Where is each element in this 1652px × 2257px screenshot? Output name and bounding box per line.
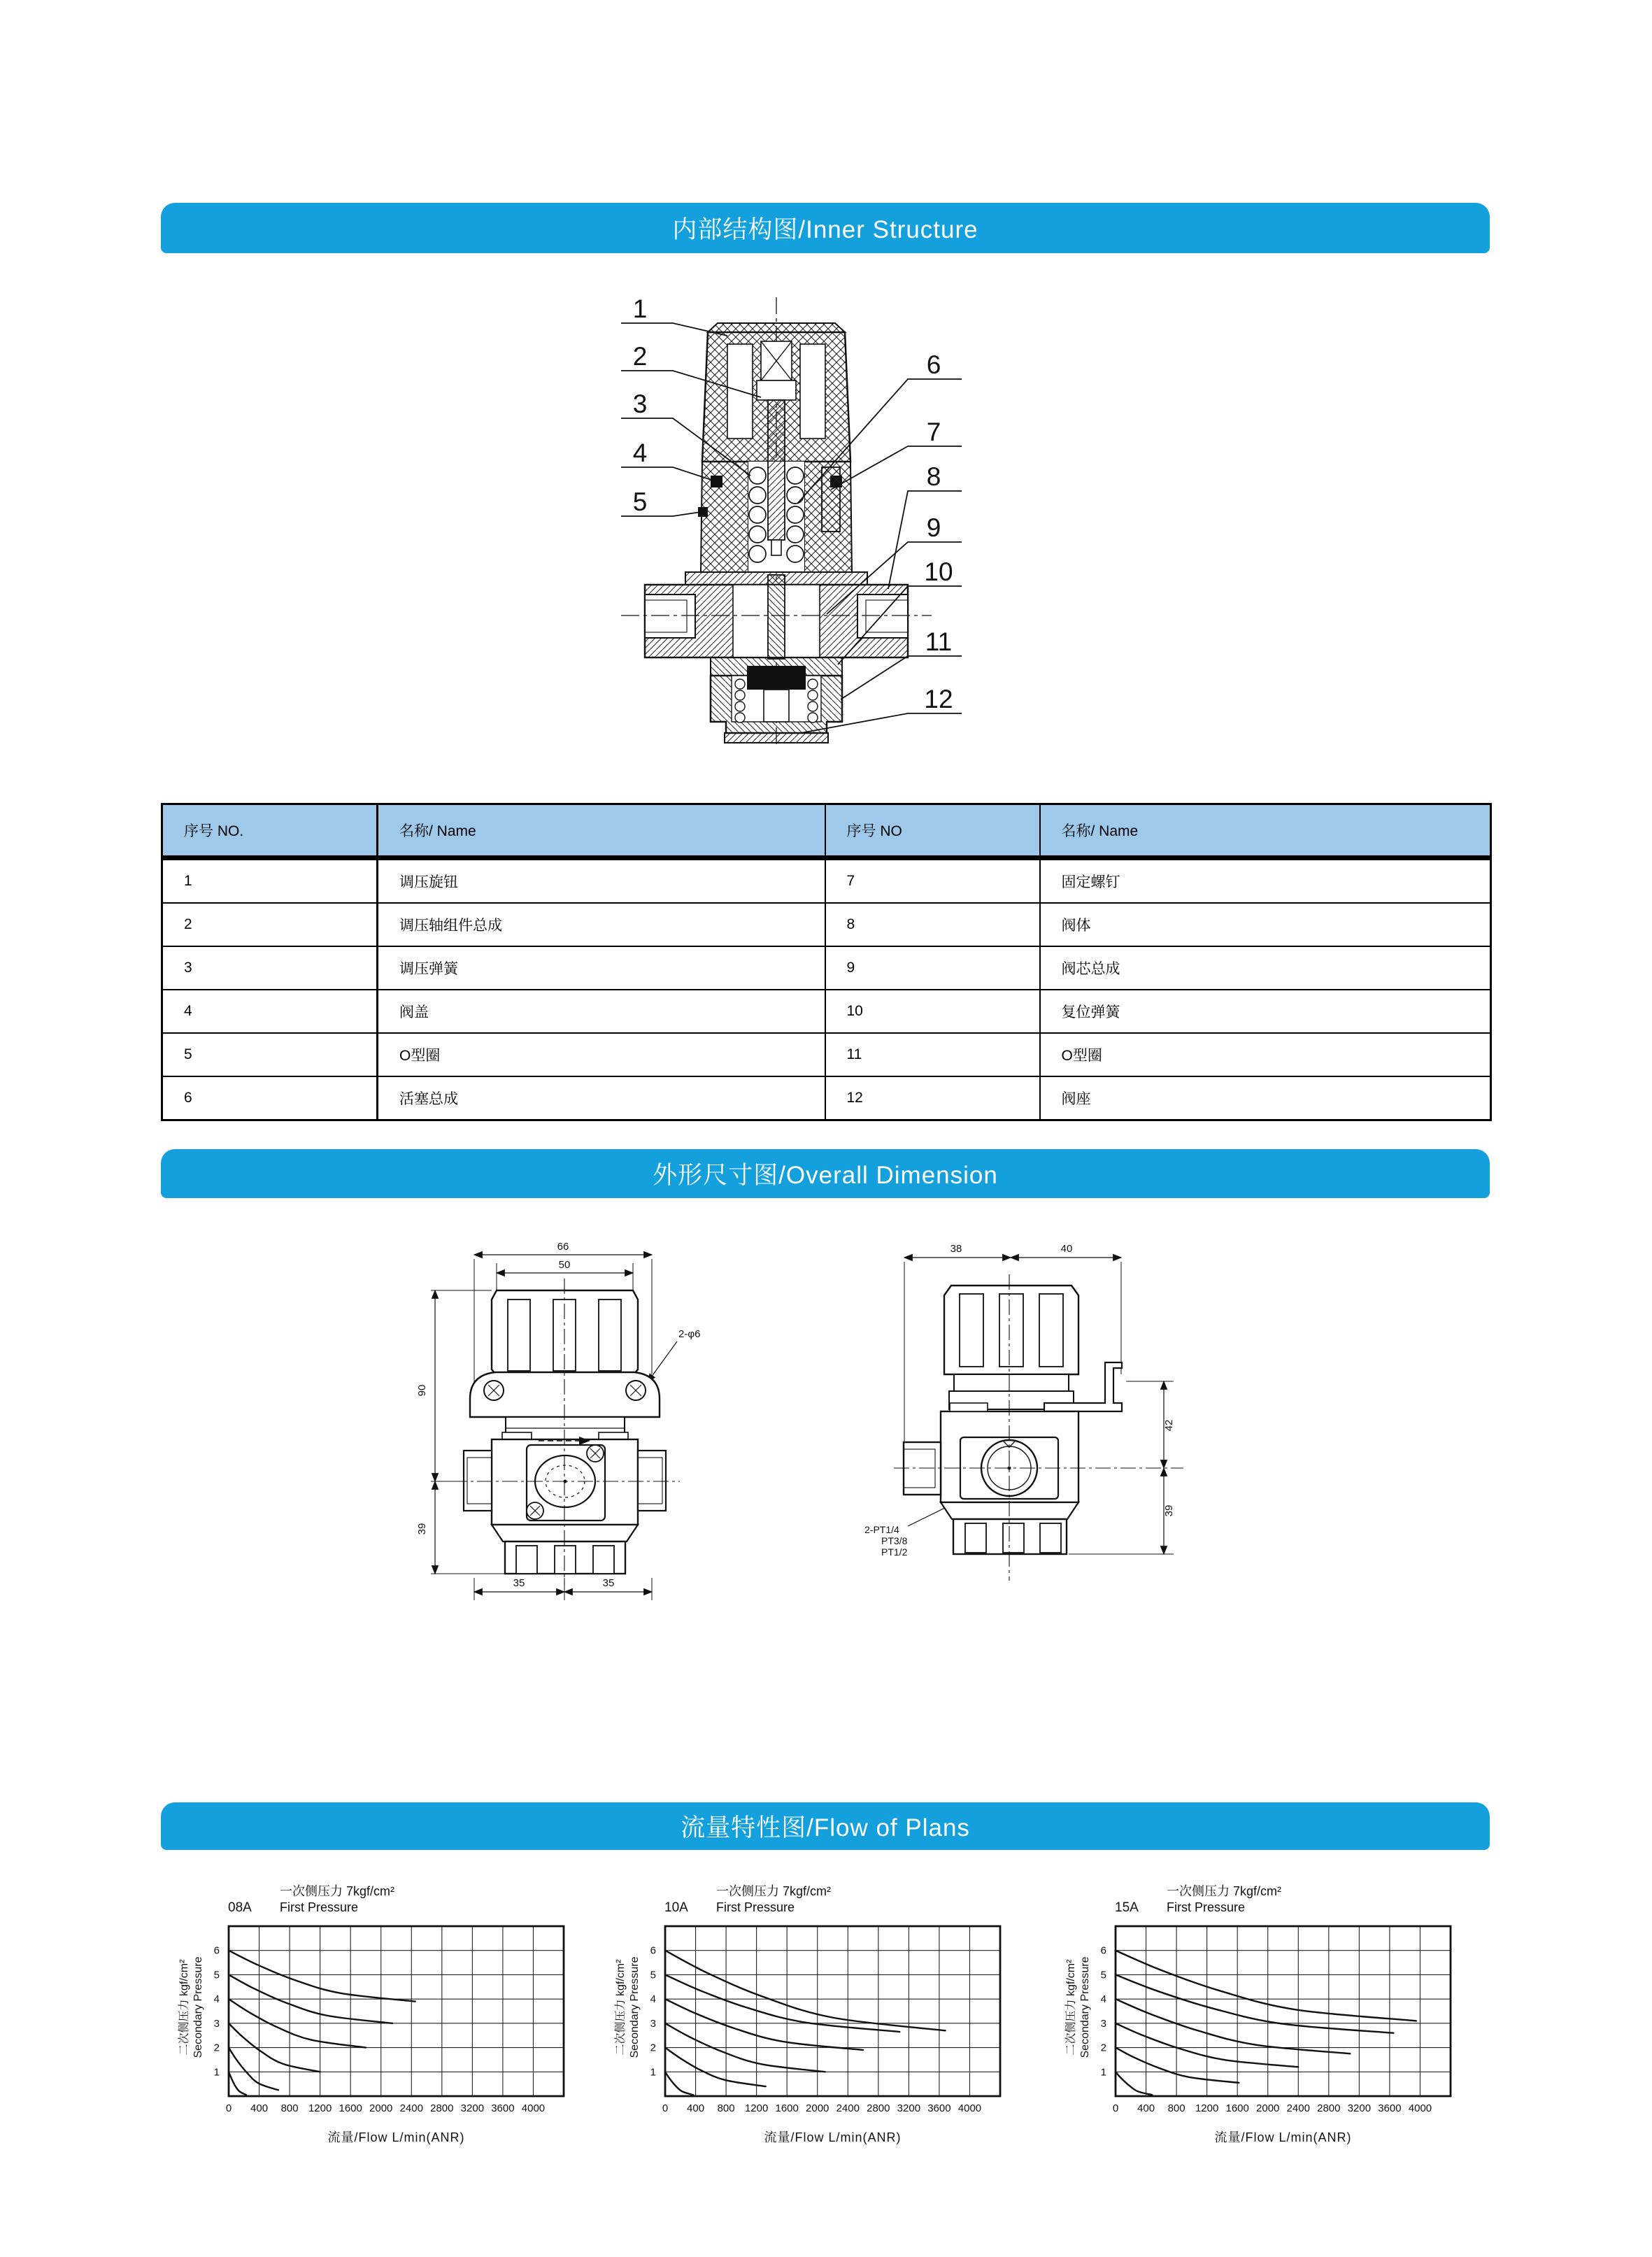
x-tick-label: 2400 <box>836 2102 860 2114</box>
y-tick-label: 3 <box>213 2017 220 2030</box>
flow-curve <box>1116 2072 1152 2095</box>
table-cell: 7 <box>825 858 1040 904</box>
part-label: 4 <box>632 439 648 467</box>
chart-title-en: First Pressure <box>280 1900 359 1914</box>
table-header-cell: 名称/ Name <box>1040 804 1491 858</box>
x-tick-label: 3200 <box>1347 2102 1372 2114</box>
y-tick-label: 2 <box>1100 2042 1106 2054</box>
table-header-cell: 名称/ Name <box>378 804 825 858</box>
x-tick-label: 2000 <box>806 2102 829 2114</box>
banner-title: 流量特性图/Flow of Plans <box>681 1814 970 1842</box>
section-banner-inner-structure <box>161 203 1490 253</box>
table-cell: 活塞总成 <box>378 1076 825 1120</box>
table-cell: 9 <box>825 946 1040 990</box>
x-tick-label: 0 <box>1112 2102 1119 2114</box>
y-tick-label: 3 <box>650 2017 656 2030</box>
table-cell: 3 <box>162 946 378 990</box>
plot-frame <box>229 1926 564 2096</box>
chart-title-cn: 一次侧压力 7kgf/cm² <box>716 1884 832 1898</box>
table-cell: 2 <box>162 903 378 946</box>
parts-table <box>161 803 1492 1121</box>
table-cell: 阀体 <box>1040 903 1491 946</box>
x-tick-label: 4000 <box>957 2102 982 2114</box>
section-banner-overall-dimension <box>161 1149 1490 1198</box>
x-tick-label: 400 <box>687 2102 705 2114</box>
table-cell: 10 <box>825 990 1040 1033</box>
x-tick-label: 400 <box>1137 2102 1155 2114</box>
part-label: 9 <box>926 513 941 542</box>
port-size-label: PT3/8 <box>881 1535 908 1546</box>
x-tick-label: 2800 <box>867 2102 890 2114</box>
table-cell: 1 <box>162 858 378 904</box>
x-tick-label: 2400 <box>1286 2102 1310 2114</box>
table-cell: 调压轴组件总成 <box>378 903 825 946</box>
x-tick-label: 3200 <box>897 2102 921 2114</box>
dim-label: 2-φ6 <box>678 1328 701 1340</box>
table-row <box>162 858 1491 904</box>
x-tick-label: 3600 <box>491 2102 515 2114</box>
flow-curve <box>1116 2048 1239 2083</box>
chart-model-label: 10A <box>664 1900 688 1915</box>
x-tick-label: 800 <box>1167 2102 1185 2114</box>
flow-curve <box>1116 1974 1393 2032</box>
flow-curve <box>665 2072 693 2095</box>
part-label: 3 <box>632 390 648 418</box>
part-label: 7 <box>926 418 941 446</box>
table-cell: 11 <box>825 1033 1040 1076</box>
table-header-cell: 序号 NO. <box>162 804 378 858</box>
x-axis-label: 流量/Flow L/min(ANR) <box>327 2130 465 2144</box>
table-cell: 调压弹簧 <box>378 946 825 990</box>
plot-frame <box>665 1926 1000 2096</box>
chart-title-cn: 一次侧压力 7kgf/cm² <box>280 1884 395 1898</box>
y-axis-label: 二次侧压力 kgf/cm² Secondary Pressure <box>178 1956 204 2058</box>
table-cell: 6 <box>162 1076 378 1120</box>
chart-title-en: First Pressure <box>716 1900 795 1914</box>
x-tick-label: 2800 <box>430 2102 454 2114</box>
banner-title: 外形尺寸图/Overall Dimension <box>653 1162 998 1189</box>
table-header-row <box>162 804 1491 858</box>
bottom-cap-cross-section <box>711 657 842 743</box>
dim-label: 39 <box>416 1523 428 1535</box>
dim-label: 35 <box>602 1577 615 1589</box>
port-size-label: PT1/2 <box>881 1546 908 1558</box>
flow-curve <box>1116 1951 1416 2021</box>
side-view-drawing <box>860 1231 1210 1735</box>
table-header-cell: 序号 NO <box>825 804 1040 858</box>
chart-model-label: 08A <box>228 1900 252 1915</box>
valve-core <box>747 666 806 690</box>
x-tick-label: 0 <box>662 2102 669 2114</box>
dim-label: 38 <box>950 1243 962 1255</box>
y-tick-label: 6 <box>1100 1944 1106 1957</box>
y-axis-label: 二次侧压力 kgf/cm² Secondary Pressure <box>615 1956 641 2058</box>
side-view-outline <box>904 1286 1122 1554</box>
table-row <box>162 1033 1491 1076</box>
dim-label: 42 <box>1163 1419 1175 1432</box>
y-tick-label: 3 <box>1100 2017 1106 2030</box>
table-row <box>162 990 1491 1033</box>
flow-chart-block-10a <box>611 1867 1059 2179</box>
flow-curve <box>229 2048 278 2091</box>
table-cell: O型圈 <box>378 1033 825 1076</box>
y-tick-label: 6 <box>213 1944 220 1957</box>
port-size-label: 2-PT1/4 <box>864 1524 899 1535</box>
flow-curve <box>665 1999 863 2050</box>
x-tick-label: 4000 <box>521 2102 546 2114</box>
table-row <box>162 903 1491 946</box>
section-banner-flow-of-plans <box>161 1802 1490 1850</box>
x-tick-label: 1600 <box>1225 2102 1249 2114</box>
chart-title-cn: 一次侧压力 7kgf/cm² <box>1167 1884 1282 1898</box>
y-tick-label: 2 <box>650 2042 656 2054</box>
x-tick-label: 1200 <box>744 2102 769 2114</box>
table-cell: 12 <box>825 1076 1040 1120</box>
table-cell: 8 <box>825 903 1040 946</box>
x-tick-label: 1600 <box>775 2102 799 2114</box>
x-tick-label: 3200 <box>460 2102 485 2114</box>
inner-structure-diagram <box>581 266 1070 755</box>
x-tick-label: 2400 <box>399 2102 423 2114</box>
x-tick-label: 800 <box>717 2102 735 2114</box>
x-tick-label: 1200 <box>1195 2102 1219 2114</box>
y-tick-label: 1 <box>1100 2066 1106 2079</box>
x-axis-label: 流量/Flow L/min(ANR) <box>1214 2130 1352 2144</box>
o-ring-upper <box>711 476 722 487</box>
y-tick-label: 5 <box>213 1969 220 1981</box>
flow-chart-block-15a <box>1062 1867 1509 2179</box>
flow-curve <box>229 2072 246 2095</box>
part-label: 6 <box>926 350 941 379</box>
part-label: 12 <box>924 685 953 713</box>
x-tick-label: 1200 <box>308 2102 332 2114</box>
flow-curve <box>665 2048 766 2087</box>
y-tick-label: 2 <box>213 2042 220 2054</box>
table-cell: O型圈 <box>1040 1033 1491 1076</box>
table-cell: 阀芯总成 <box>1040 946 1491 990</box>
part-label: 11 <box>925 627 953 656</box>
y-tick-label: 5 <box>1100 1969 1106 1981</box>
dim-label: 50 <box>558 1259 571 1271</box>
x-tick-label: 0 <box>225 2102 232 2114</box>
table-cell: 复位弹簧 <box>1040 990 1491 1033</box>
part-label: 8 <box>926 462 941 491</box>
part-label: 5 <box>632 487 648 516</box>
dim-label: 40 <box>1060 1243 1073 1255</box>
dim-label: 90 <box>416 1384 428 1397</box>
table-cell: 4 <box>162 990 378 1033</box>
table-cell: 5 <box>162 1033 378 1076</box>
y-tick-label: 1 <box>213 2066 220 2079</box>
flow-curve <box>229 1951 415 2002</box>
y-tick-label: 4 <box>1100 1993 1106 2006</box>
table-row <box>162 946 1491 990</box>
y-axis-label: 二次侧压力 kgf/cm² Secondary Pressure <box>1065 1956 1091 2058</box>
x-tick-label: 3600 <box>1378 2102 1402 2114</box>
part-label: 2 <box>632 342 648 371</box>
y-tick-label: 5 <box>650 1969 656 1981</box>
valve-body-cross-section <box>621 572 932 659</box>
x-axis-label: 流量/Flow L/min(ANR) <box>764 2130 902 2144</box>
x-tick-label: 800 <box>280 2102 299 2114</box>
fixing-screw <box>822 467 840 532</box>
x-tick-label: 2000 <box>369 2102 393 2114</box>
part-label: 1 <box>632 294 648 323</box>
x-tick-label: 3600 <box>927 2102 951 2114</box>
y-tick-label: 4 <box>213 1993 220 2006</box>
dim-label: 35 <box>513 1577 525 1589</box>
dim-label: 39 <box>1163 1504 1175 1517</box>
flow-chart-block-08a <box>175 1867 622 2179</box>
table-row <box>162 1076 1491 1120</box>
x-tick-label: 2800 <box>1317 2102 1341 2114</box>
x-tick-label: 4000 <box>1408 2102 1432 2114</box>
front-view-drawing <box>392 1231 741 1735</box>
part-label: 10 <box>924 557 953 586</box>
banner-title: 内部结构图/Inner Structure <box>672 216 978 243</box>
table-cell: 固定螺钉 <box>1040 858 1491 904</box>
x-tick-label: 2000 <box>1256 2102 1280 2114</box>
table-cell: 阀座 <box>1040 1076 1491 1120</box>
table-cell: 阀盖 <box>378 990 825 1033</box>
y-tick-label: 1 <box>650 2066 656 2079</box>
table-cell: 调压旋钮 <box>378 858 825 904</box>
dim-label: 66 <box>557 1241 569 1253</box>
y-tick-label: 4 <box>650 1993 656 2006</box>
chart-model-label: 15A <box>1115 1900 1139 1915</box>
y-tick-label: 6 <box>650 1944 656 1957</box>
x-tick-label: 1600 <box>339 2102 362 2114</box>
x-tick-label: 400 <box>250 2102 269 2114</box>
chart-title-en: First Pressure <box>1167 1900 1246 1914</box>
